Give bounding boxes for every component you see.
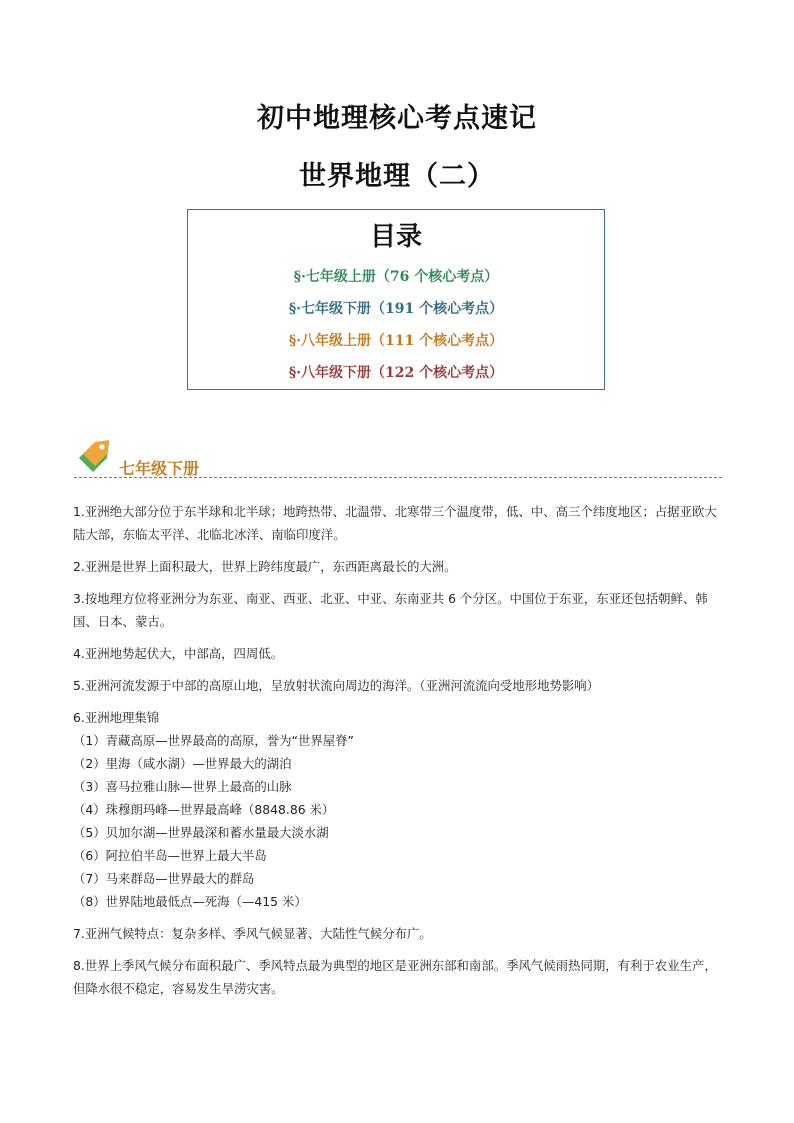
toc-heading: 目录 [369, 222, 422, 252]
point-4: 4.亚洲地势起伏大，中部高，四周低。 [73, 646, 284, 661]
point-6-title: 6.亚洲地理集锦 [73, 710, 160, 725]
list-item: （4）珠穆朗玛峰—世界最高峰（8848.86 米） [73, 802, 335, 817]
document-title: 初中地理核心考点速记 [257, 103, 537, 134]
list-item: （3）喜马拉雅山脉—世界上最高的山脉 [73, 779, 292, 794]
content-body [73, 500, 728, 1009]
toc-item-grade8-vol2[interactable]: §·八年级下册（122 个核心考点） [288, 365, 504, 381]
section-title: 七年级下册 [119, 459, 200, 478]
list-item: （6）阿拉伯半岛—世界上最大半岛 [73, 848, 267, 863]
section-divider [74, 477, 722, 478]
point-5: 5.亚洲河流发源于中部的高原山地，呈放射状流向周边的海洋。（亚洲河流流向受地形地势影响） [73, 678, 600, 693]
point-7: 7.亚洲气候特点：复杂多样、季风气候显著、大陆性气候分布广。 [73, 926, 432, 941]
section-header [75, 436, 725, 480]
list-item: （5）贝加尔湖—世界最深和蓄水量最大淡水湖 [73, 825, 329, 840]
point-8: 8.世界上季风气候分布面积最广、季风特点最为典型的地区是亚洲东部和南部。季风气候雨热同期，有利于农业生产，但降水很不稳定，容易发生旱涝灾害。 [73, 958, 717, 996]
document-subtitle: 世界地理（二） [299, 161, 495, 192]
point-6 [73, 706, 728, 913]
list-item: （8）世界陆地最低点—死海（—415 米） [73, 894, 307, 909]
point-1: 1.亚洲绝大部分位于东半球和北半球；地跨热带、北温带、北寒带三个温度带，低、中、高三个纬度地区；占据亚欧大陆大部，东临太平洋、北临北冰洋、南临印度洋。 [73, 504, 717, 542]
point-2: 2.亚洲是世界上面积最大，世界上跨纬度最广，东西距离最长的大洲。 [73, 559, 457, 574]
tag-icon [75, 436, 113, 474]
toc-item-grade7-vol1[interactable]: §·七年级上册（76 个核心考点） [293, 269, 499, 285]
list-item: （1）青藏高原—世界最高的高原，誉为“世界屋脊” [73, 733, 354, 748]
list-item: （2）里海（咸水湖）—世界最大的湖泊 [73, 756, 292, 771]
toc-item-grade7-vol2[interactable]: §·七年级下册（191 个核心考点） [288, 301, 504, 317]
toc-item-grade8-vol1[interactable]: §·八年级上册（111 个核心考点） [288, 333, 504, 349]
list-item: （7）马来群岛—世界最大的群岛 [73, 871, 255, 886]
point-3: 3.按地理方位将亚洲分为东亚、南亚、西亚、北亚、中亚、东南亚共 6 个分区。中国位于东亚，东亚还包括朝鲜、韩国、日本、蒙古。 [73, 591, 708, 629]
table-of-contents [187, 209, 605, 390]
